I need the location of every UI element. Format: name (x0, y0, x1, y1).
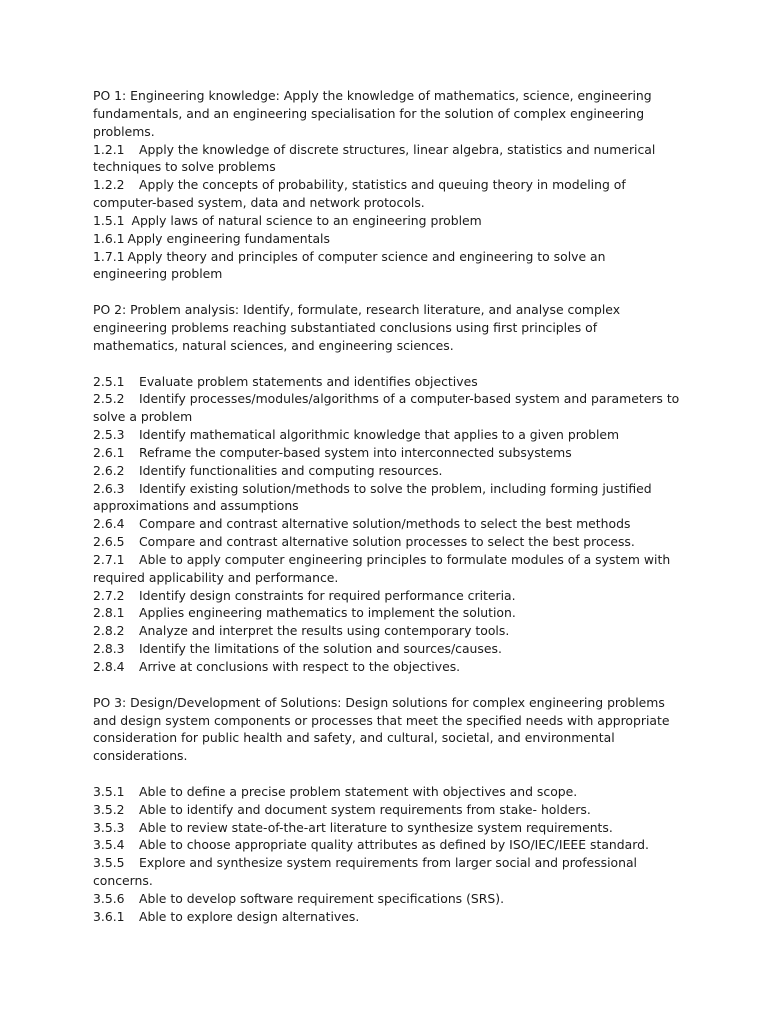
list-item (93, 836, 683, 854)
list-item (93, 426, 683, 444)
item-number: 2.8.1 (93, 605, 125, 621)
item-text: Apply engineering fundamentals (127, 230, 330, 246)
list-item (93, 480, 683, 516)
item-text: Able to develop software requirement specifications (SRS). (139, 890, 505, 906)
item-number: 3.5.5 (93, 855, 125, 871)
list-item (93, 230, 683, 248)
list-item (93, 248, 683, 284)
item-number: 1.2.2 (93, 177, 125, 193)
item-text: Identify design constraints for required performance criteria. (139, 587, 516, 603)
spacer (93, 283, 683, 301)
item-number: 2.6.1 (93, 444, 125, 460)
item-number: 1.5.1 (93, 212, 125, 228)
po3-heading: PO 3: Design/Development of Solutions: Design solutions for complex engineering problems and design system components or processes that meet the specified needs with appropriate consideration for public health and safety, and cultural, societal, and environmental considerations. (93, 694, 670, 764)
item-number: 1.2.1 (93, 141, 125, 157)
po1-list (93, 141, 683, 284)
item-number: 2.6.5 (93, 534, 125, 550)
item-text: Able to explore design alternatives. (139, 908, 360, 924)
item-number: 2.8.3 (93, 641, 125, 657)
item-number: 3.5.6 (93, 890, 125, 906)
item-number: 1.7.1 (93, 248, 125, 264)
item-number: 3.5.4 (93, 837, 125, 853)
list-item (93, 533, 683, 551)
list-item (93, 819, 683, 837)
item-text: Compare and contrast alternative solution/methods to select the best methods (139, 516, 631, 532)
item-number: 2.5.1 (93, 373, 125, 389)
item-text: Reframe the computer-based system into interconnected subsystems (139, 444, 572, 460)
list-item (93, 444, 683, 462)
item-text: Identify existing solution/methods to solve the problem, including forming justified approximations and assumptions (93, 480, 652, 514)
item-number: 2.8.2 (93, 623, 125, 639)
list-item (93, 622, 683, 640)
item-number: 2.8.4 (93, 659, 125, 674)
list-item (93, 176, 683, 212)
list-item (93, 462, 683, 480)
item-text: Evaluate problem statements and identifies objectives (139, 373, 478, 389)
list-item (93, 587, 683, 605)
list-item (93, 801, 683, 819)
item-number: 1.6.1 (93, 230, 125, 246)
spacer (93, 355, 683, 373)
list-item (93, 604, 683, 622)
item-text: Able to choose appropriate quality attributes as defined by ISO/IEC/IEEE standard. (139, 837, 649, 853)
item-number: 3.5.3 (93, 819, 125, 835)
document-page (93, 87, 683, 926)
po3-list (93, 783, 683, 926)
list-item (93, 212, 683, 230)
item-text: Identify processes/modules/algorithms of a computer-based system and parameters to solve a problem (93, 391, 680, 425)
item-number: 2.6.4 (93, 516, 125, 532)
item-text: Explore and synthesize system requirements from larger social and professional concerns. (93, 855, 638, 889)
list-item (93, 890, 683, 908)
item-text: Apply theory and principles of computer science and engineering to solve an engineering problem (93, 248, 606, 282)
item-text: Arrive at conclusions with respect to the objectives. (139, 659, 461, 674)
item-number: 2.7.2 (93, 587, 125, 603)
item-number: 2.6.2 (93, 462, 125, 478)
list-item (93, 515, 683, 533)
item-text: Able to define a precise problem statement with objectives and scope. (139, 783, 578, 799)
item-text: Apply laws of natural science to an engineering problem (127, 212, 482, 228)
list-item (93, 640, 683, 658)
item-text: Apply the concepts of probability, statistics and queuing theory in modeling of computer-based system, data and network protocols. (93, 177, 626, 211)
item-number: 3.5.1 (93, 783, 125, 799)
spacer (93, 676, 683, 694)
po2-heading: PO 2: Problem analysis: Identify, formulate, research literature, and analyse complex engineering problems reaching substantiated conclusions using first principles of mathematics, natural sciences, and engineering sciences. (93, 302, 621, 353)
list-item (93, 373, 683, 391)
item-text: Identify the limitations of the solution and sources/causes. (139, 641, 502, 657)
item-number: 2.5.2 (93, 391, 125, 407)
item-number: 3.6.1 (93, 908, 125, 924)
list-item (93, 390, 683, 426)
spacer (93, 765, 683, 783)
item-text: Analyze and interpret the results using contemporary tools. (139, 623, 510, 639)
list-item (93, 854, 683, 890)
list-item (93, 141, 683, 177)
item-number: 3.5.2 (93, 801, 125, 817)
item-number: 2.5.3 (93, 427, 125, 443)
item-text: Identify mathematical algorithmic knowledge that applies to a given problem (139, 427, 620, 443)
item-text: Apply the knowledge of discrete structures, linear algebra, statistics and numerical techniques to solve problems (93, 141, 656, 175)
list-item (93, 658, 683, 676)
item-number: 2.7.1 (93, 551, 125, 567)
item-text: Able to review state-of-the-art literature to synthesize system requirements. (139, 819, 613, 835)
item-text: Able to identify and document system requirements from stake- holders. (139, 801, 591, 817)
item-text: Able to apply computer engineering principles to formulate modules of a system with required applicability and performance. (93, 551, 671, 585)
list-item (93, 908, 683, 926)
item-text: Identify functionalities and computing resources. (139, 462, 443, 478)
list-item (93, 783, 683, 801)
list-item (93, 551, 683, 587)
item-text: Compare and contrast alternative solution processes to select the best process. (139, 534, 635, 550)
item-number: 2.6.3 (93, 480, 125, 496)
po1-heading: PO 1: Engineering knowledge: Apply the knowledge of mathematics, science, engineering fundamentals, and an engineering specialisation for the solution of complex engineering problems. (93, 88, 652, 139)
po2-list (93, 373, 683, 676)
item-text: Applies engineering mathematics to implement the solution. (139, 605, 516, 621)
